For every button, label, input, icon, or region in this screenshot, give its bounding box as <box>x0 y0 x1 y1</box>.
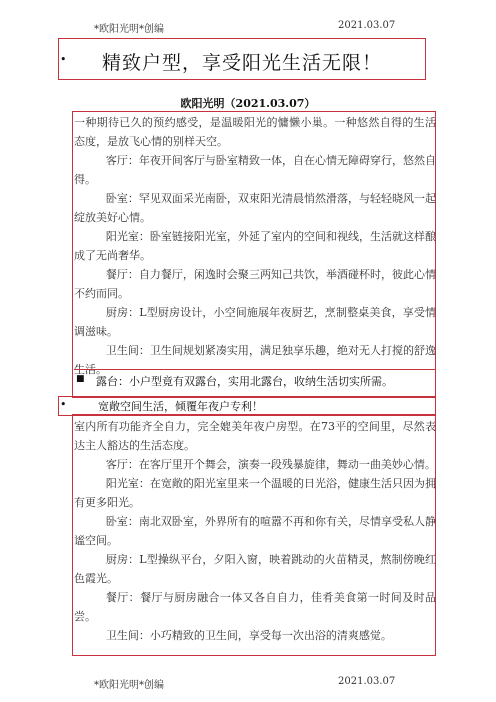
section1-divider <box>74 369 436 370</box>
footer-left: *欧阳光明*创编 <box>94 680 164 691</box>
author-line: 欧阳光明（2021.03.07） <box>180 97 316 110</box>
terrace-line: 露台：小户型竟有双露台，实用北露台，收纳生活切实所需。 <box>96 375 393 388</box>
section1-body <box>74 113 436 379</box>
page-title: 精致户型，享受阳光生活无限！ <box>102 52 383 74</box>
section1-item: 卫生间：卫生间规划紧凑实用，满足独享乐趣，绝对无人打搅的舒逸生活。 <box>74 344 436 376</box>
section1-item: 客厅：年夜开间客厅与卧室精致一体，自在心情无障碍穿行，悠然自得。 <box>74 154 436 186</box>
header-right: 2021.03.07 <box>338 20 396 31</box>
section2-item: 客厅：在客厅里开个舞会，演奏一段残暴旋律，舞动一曲美妙心情。 <box>105 458 436 471</box>
section2-item: 餐厅：餐厅与厨房融合一体又各自自力，佳肴美食第一时间及时品尝。 <box>74 591 436 623</box>
section2-intro: 室内所有功能齐全自力，完全媲美年夜户房型。在73平的空间里，尽然表达主人豁达的生活态度。 <box>74 420 436 452</box>
section1-item: 餐厅：自力餐厅，闲逸时会聚三两知己共饮，举酒碰杯时，彼此心情不约而同。 <box>74 268 436 300</box>
section2-item: 卧室：南北双卧室，外界所有的喧嚣不再和你有关，尽情享受私人静谧空间。 <box>74 515 436 547</box>
square-bullet: ■ <box>76 374 85 384</box>
section2-body <box>74 417 436 645</box>
section2-heading: 宽敞空间生活，倾覆年夜户专利！ <box>98 400 263 413</box>
footer-right: 2021.03.07 <box>338 676 396 687</box>
section2-item: 阳光室：在宽敞的阳光室里来一个温暖的日光浴，健康生活只因为拥有更多阳光。 <box>74 477 436 509</box>
section2-bullet: • <box>60 398 67 411</box>
section1-item: 阳光室：卧室链接阳光室，外延了室内的空间和视线，生活就这样酿成了无尚奢华。 <box>74 230 436 262</box>
section1-item: 卧室：罕见双面采光南卧，双束阳光清晨悄然滑落，与轻轻晓风一起绽放美好心情。 <box>74 192 436 224</box>
header-left: *欧阳光明*创编 <box>94 24 164 35</box>
section1-item: 厨房：L型厨房设计，小空间施展年夜厨艺，烹制整桌美食，享受情调滋味。 <box>74 306 436 338</box>
section1-intro: 一种期待已久的预约感受，是温暖阳光的慵懒小巢。一种悠然自得的生活态度，是放飞心情的别样天空。 <box>74 116 436 148</box>
section2-item: 卫生间：小巧精致的卫生间，享受每一次出浴的清爽感觉。 <box>105 629 392 642</box>
title-bullet: • <box>60 53 67 66</box>
section2-item: 厨房：L型操纵平台，夕阳入窗，映着跳动的火苗精灵，熬制傍晚红色霞光。 <box>74 553 436 585</box>
